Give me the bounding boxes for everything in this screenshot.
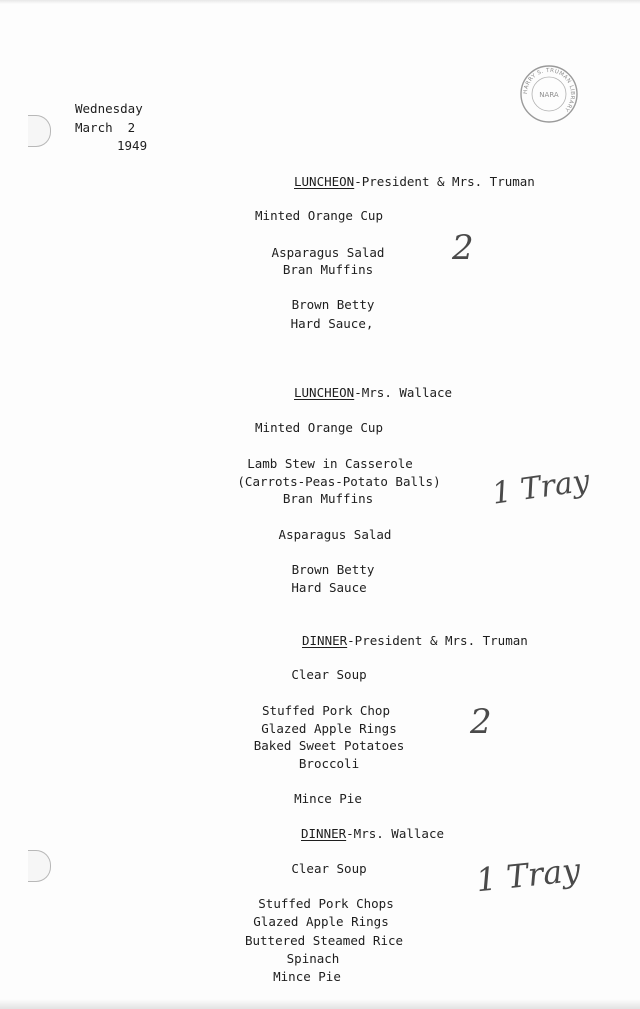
- punch-hole-bottom: [28, 850, 51, 882]
- menu-item: Minted Orange Cup: [255, 420, 383, 435]
- menu-item: Minted Orange Cup: [255, 208, 383, 223]
- menu-item: Lamb Stew in Casserole: [247, 456, 413, 471]
- menu-item: Baked Sweet Potatoes: [253, 738, 405, 753]
- stamp-center-text: NARA: [539, 91, 559, 99]
- meal-type: DINNER: [301, 826, 347, 841]
- punch-hole-top: [28, 115, 51, 147]
- meal-guests: -Mrs. Wallace: [354, 385, 453, 400]
- handwritten-annotation: 2: [470, 702, 492, 742]
- meal-type: LUNCHEON: [294, 174, 355, 189]
- page-top-edge: [0, 0, 640, 4]
- menu-item: Bran Muffins: [282, 262, 374, 277]
- meal-guests: -President & Mrs. Truman: [354, 174, 535, 189]
- menu-item: Clear Soup: [291, 861, 367, 876]
- handwritten-annotation: 1 Tray: [474, 850, 583, 900]
- menu-item: Glazed Apple Rings: [253, 914, 389, 929]
- meal-guests: -President & Mrs. Truman: [347, 633, 528, 648]
- menu-item: Broccoli: [298, 756, 360, 771]
- menu-item: Clear Soup: [291, 667, 367, 682]
- menu-item: (Carrots-Peas-Potato Balls): [237, 474, 441, 489]
- menu-item: Glazed Apple Rings: [261, 721, 397, 736]
- date-year: 1949: [117, 138, 148, 153]
- menu-item: Hard Sauce: [291, 580, 367, 595]
- menu-item: Mince Pie: [294, 791, 362, 806]
- meal-heading: [302, 633, 528, 648]
- menu-item: Asparagus Salad: [271, 245, 385, 260]
- menu-item: Bran Muffins: [282, 491, 374, 506]
- menu-item: Mince Pie: [273, 969, 341, 984]
- date-month-day: March 2: [75, 120, 136, 135]
- archive-stamp: [519, 64, 579, 124]
- page-bottom-edge: [0, 999, 640, 1009]
- menu-item: Brown Betty: [291, 297, 375, 312]
- menu-item: Brown Betty: [291, 562, 375, 577]
- menu-item: Stuffed Pork Chops: [258, 896, 394, 911]
- meal-heading: [294, 385, 452, 400]
- handwritten-annotation: 1 Tray: [490, 463, 592, 512]
- menu-item: Spinach: [286, 951, 340, 966]
- menu-item: Buttered Steamed Rice: [244, 933, 404, 948]
- menu-item: Stuffed Pork Chop: [262, 703, 390, 718]
- meal-type: LUNCHEON: [294, 385, 355, 400]
- date-day: Wednesday: [75, 101, 143, 116]
- meal-heading: [294, 174, 535, 189]
- stamp-ring-text: HARRY S. TRUMAN LIBRARY: [522, 67, 576, 113]
- handwritten-annotation: 2: [452, 228, 474, 268]
- meal-heading: [301, 826, 444, 841]
- menu-item: Hard Sauce,: [290, 316, 374, 331]
- meal-type: DINNER: [302, 633, 348, 648]
- meal-guests: -Mrs. Wallace: [346, 826, 444, 841]
- menu-item: Asparagus Salad: [278, 527, 392, 542]
